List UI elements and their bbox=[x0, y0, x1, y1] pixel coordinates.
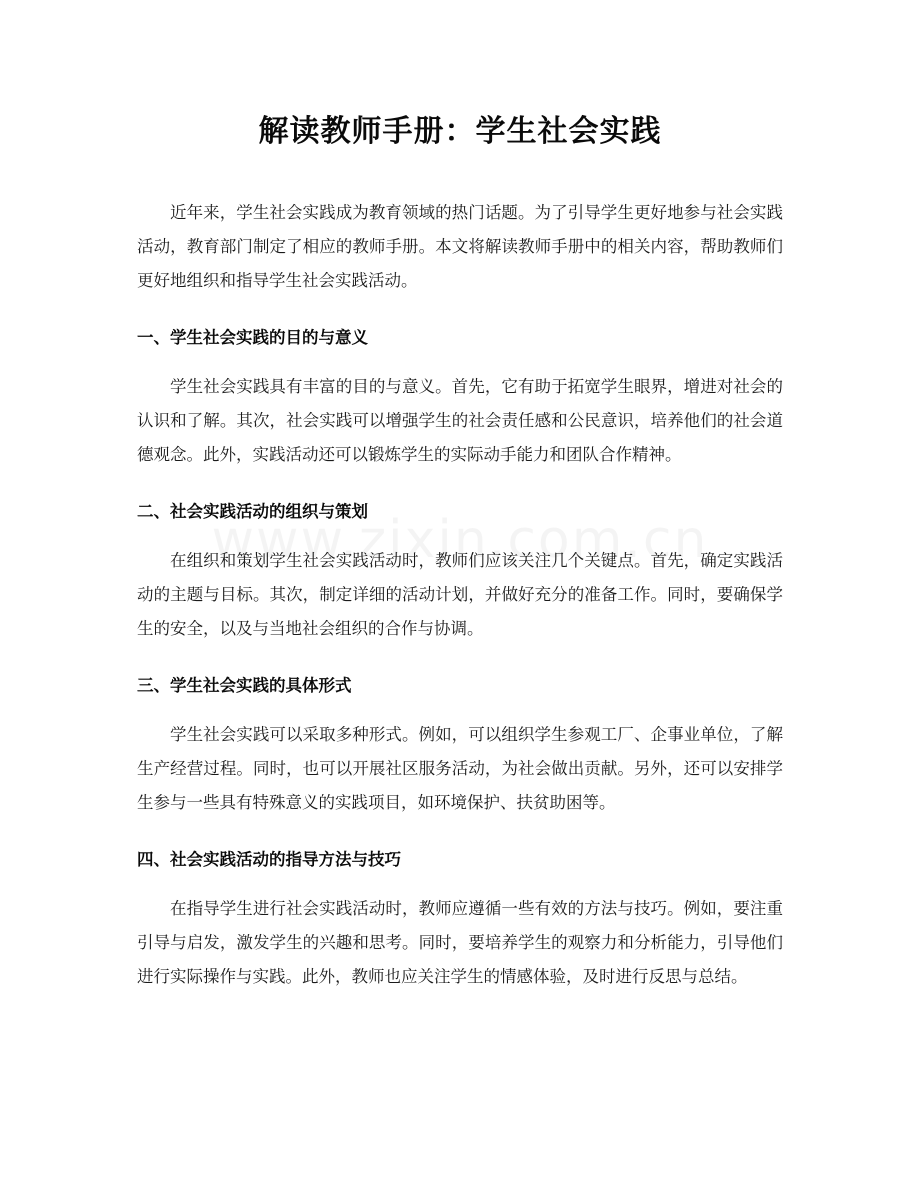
section-heading: 四、社会实践活动的指导方法与技巧 bbox=[137, 850, 401, 869]
section-body: 在组织和策划学生社会实践活动时，教师们应该关注几个关键点。首先，确定实践活动的主题与目标。其次，制定详细的活动计划，并做好充分的准备工作。同时，要确保学生的安全，以及与当地社会组织的合作与协调。 bbox=[137, 551, 783, 638]
section-heading: 二、社会实践活动的组织与策划 bbox=[137, 502, 368, 521]
section-body: 在指导学生进行社会实践活动时，教师应遵循一些有效的方法与技巧。例如，要注重引导与启发，激发学生的兴趣和思考。同时，要培养学生的观察力和分析能力，引导他们进行实际操作与实践。此外，教师也应关注学生的情感体验，及时进行反思与总结。 bbox=[137, 899, 783, 986]
intro-paragraph: 近年来，学生社会实践成为教育领域的热门话题。为了引导学生更好地参与社会实践活动，教育部门制定了相应的教师手册。本文将解读教师手册中的相关内容，帮助教师们更好地组织和指导学生社会实践活动。 bbox=[137, 203, 783, 290]
section-organization bbox=[137, 500, 783, 646]
section-body: 学生社会实践可以采取多种形式。例如，可以组织学生参观工厂、企事业单位，了解生产经营过程。同时，也可以开展社区服务活动，为社会做出贡献。另外，还可以安排学生参与一些具有特殊意义的实践项目，如环境保护、扶贫助困等。 bbox=[137, 725, 783, 812]
document-title: 解读教师手册：学生社会实践 bbox=[258, 114, 662, 149]
section-heading: 三、学生社会实践的具体形式 bbox=[137, 676, 352, 695]
section-forms bbox=[137, 674, 783, 820]
section-heading: 一、学生社会实践的目的与意义 bbox=[137, 328, 368, 347]
section-body: 学生社会实践具有丰富的目的与意义。首先，它有助于拓宽学生眼界，增进对社会的认识和了解。其次，社会实践可以增强学生的社会责任感和公民意识，培养他们的社会道德观念。此外，实践活动还可以锻炼学生的实际动手能力和团队合作精神。 bbox=[137, 377, 783, 464]
section-purpose bbox=[137, 326, 783, 472]
section-guidance bbox=[137, 848, 783, 994]
